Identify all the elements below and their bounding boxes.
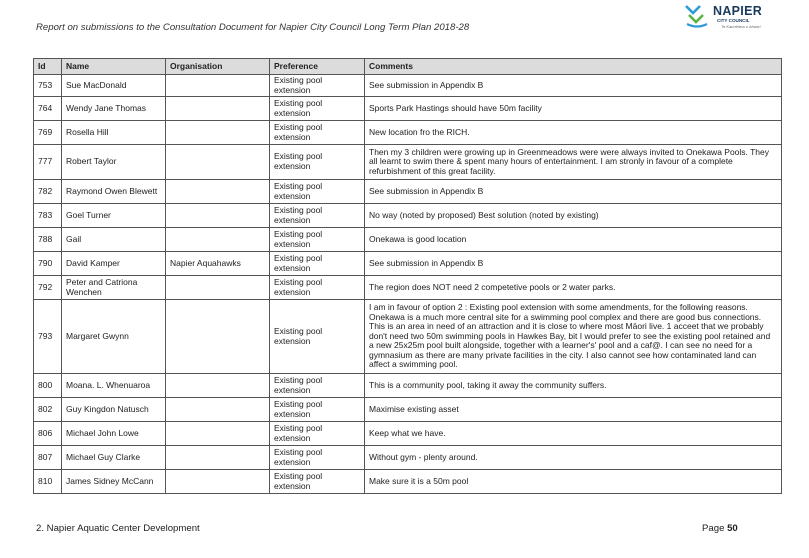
footer-section-title: 2. Napier Aquatic Center Development: [36, 523, 200, 534]
cell-organisation: [166, 422, 270, 446]
column-header-id: Id: [34, 59, 62, 75]
cell-comments: See submission in Appendix B: [365, 180, 782, 204]
cell-comments: Without gym - plenty around.: [365, 446, 782, 470]
column-header-name: Name: [62, 59, 166, 75]
cell-comments: Maximise existing asset: [365, 398, 782, 422]
cell-name: Gail: [62, 228, 166, 252]
napier-city-council-logo: [683, 2, 783, 36]
cell-id: 792: [34, 276, 62, 300]
cell-organisation: [166, 228, 270, 252]
cell-id: 769: [34, 121, 62, 145]
cell-id: 783: [34, 204, 62, 228]
cell-id: 764: [34, 97, 62, 121]
table-row: [34, 228, 782, 252]
cell-preference: Existing pool extension: [270, 276, 365, 300]
cell-organisation: [166, 374, 270, 398]
cell-comments: Keep what we have.: [365, 422, 782, 446]
logo-name: NAPIER: [713, 4, 763, 18]
table-row: [34, 300, 782, 374]
table-row: [34, 446, 782, 470]
table-row: [34, 374, 782, 398]
cell-preference: Existing pool extension: [270, 300, 365, 374]
cell-organisation: [166, 446, 270, 470]
cell-name: Guy Kingdon Natusch: [62, 398, 166, 422]
cell-preference: Existing pool extension: [270, 374, 365, 398]
cell-id: 800: [34, 374, 62, 398]
cell-organisation: [166, 276, 270, 300]
cell-id: 777: [34, 145, 62, 180]
cell-name: Peter and Catriona Wenchen: [62, 276, 166, 300]
page-number: 50: [727, 523, 738, 534]
cell-name: Goel Turner: [62, 204, 166, 228]
table-row: [34, 252, 782, 276]
cell-organisation: [166, 121, 270, 145]
cell-name: Rosella Hill: [62, 121, 166, 145]
column-header-comments: Comments: [365, 59, 782, 75]
cell-preference: Existing pool extension: [270, 252, 365, 276]
cell-comments: Then my 3 children were growing up in Greenmeadows were were always invited to Onekawa Pools. They all learnt to swim there & spent many hours of entertainment. I am stronly in favour of a complete refurbishment of this great facility.: [365, 145, 782, 180]
cell-name: Robert Taylor: [62, 145, 166, 180]
table-row: [34, 145, 782, 180]
cell-id: 807: [34, 446, 62, 470]
logo-tagline: Te Kaunihera o Ahuriri: [721, 24, 761, 29]
cell-name: James Sidney McCann: [62, 470, 166, 494]
logo-waves-icon: [683, 2, 711, 32]
cell-preference: Existing pool extension: [270, 204, 365, 228]
cell-preference: Existing pool extension: [270, 470, 365, 494]
table-row: [34, 276, 782, 300]
logo-subtitle: CITY COUNCIL: [717, 18, 750, 23]
cell-id: 793: [34, 300, 62, 374]
cell-organisation: [166, 180, 270, 204]
cell-comments: New location fro the RICH.: [365, 121, 782, 145]
cell-id: 790: [34, 252, 62, 276]
cell-comments: The region does NOT need 2 competetive pools or 2 water parks.: [365, 276, 782, 300]
cell-name: David Kamper: [62, 252, 166, 276]
cell-organisation: Napier Aquahawks: [166, 252, 270, 276]
cell-organisation: [166, 145, 270, 180]
cell-comments: No way (noted by proposed) Best solution (noted by existing): [365, 204, 782, 228]
column-header-preference: Preference: [270, 59, 365, 75]
cell-comments: This is a community pool, taking it away the community suffers.: [365, 374, 782, 398]
cell-id: 802: [34, 398, 62, 422]
cell-preference: Existing pool extension: [270, 398, 365, 422]
cell-organisation: [166, 97, 270, 121]
cell-id: 788: [34, 228, 62, 252]
cell-id: 782: [34, 180, 62, 204]
cell-name: Sue MacDonald: [62, 75, 166, 97]
cell-comments: See submission in Appendix B: [365, 252, 782, 276]
cell-comments: Make sure it is a 50m pool: [365, 470, 782, 494]
cell-id: 753: [34, 75, 62, 97]
cell-preference: Existing pool extension: [270, 145, 365, 180]
cell-id: 806: [34, 422, 62, 446]
cell-preference: Existing pool extension: [270, 228, 365, 252]
table-row: [34, 121, 782, 145]
table-header-row: [34, 59, 782, 75]
table-row: [34, 470, 782, 494]
cell-name: Wendy Jane Thomas: [62, 97, 166, 121]
cell-preference: Existing pool extension: [270, 446, 365, 470]
cell-name: Michael John Lowe: [62, 422, 166, 446]
cell-name: Margaret Gwynn: [62, 300, 166, 374]
cell-preference: Existing pool extension: [270, 97, 365, 121]
cell-comments: Sports Park Hastings should have 50m facility: [365, 97, 782, 121]
submissions-table: [33, 58, 782, 494]
table-row: [34, 75, 782, 97]
cell-id: 810: [34, 470, 62, 494]
cell-preference: Existing pool extension: [270, 75, 365, 97]
table-row: [34, 422, 782, 446]
cell-name: Moana. L. Whenuaroa: [62, 374, 166, 398]
table-row: [34, 204, 782, 228]
document-header-title: Report on submissions to the Consultation Document for Napier City Council Long Term Plan 2018-28: [36, 22, 470, 33]
cell-comments: See submission in Appendix B: [365, 75, 782, 97]
cell-organisation: [166, 470, 270, 494]
cell-organisation: [166, 204, 270, 228]
cell-comments: I am in favour of option 2 : Existing pool extension with some amendments, for the following reasons. Onekawa is a much more central site for a swimming pool complex and there are good bus connections. This is an area in need of an attraction and it is close to where most Māori live. 1 acceet that we probably don't need two 50m swimming pools in Hawkes Bay, bit I would prefer to see the existing pool retained and a new 25x25m pool built alongside, together with a learner's' pool and a caf@. I can see no need for a gymnasium as there are many private facilities in the city. I also cannot see how contaminated land can affect a swimming pool.: [365, 300, 782, 374]
cell-preference: Existing pool extension: [270, 180, 365, 204]
cell-organisation: [166, 398, 270, 422]
cell-comments: Onekawa is good location: [365, 228, 782, 252]
cell-preference: Existing pool extension: [270, 121, 365, 145]
cell-organisation: [166, 75, 270, 97]
table-row: [34, 97, 782, 121]
table-row: [34, 398, 782, 422]
table-row: [34, 180, 782, 204]
cell-preference: Existing pool extension: [270, 422, 365, 446]
column-header-organisation: Organisation: [166, 59, 270, 75]
cell-organisation: [166, 300, 270, 374]
cell-name: Raymond Owen Blewett: [62, 180, 166, 204]
page-label: Page: [702, 523, 725, 534]
footer-page-number: [702, 523, 738, 534]
cell-name: Michael Guy Clarke: [62, 446, 166, 470]
